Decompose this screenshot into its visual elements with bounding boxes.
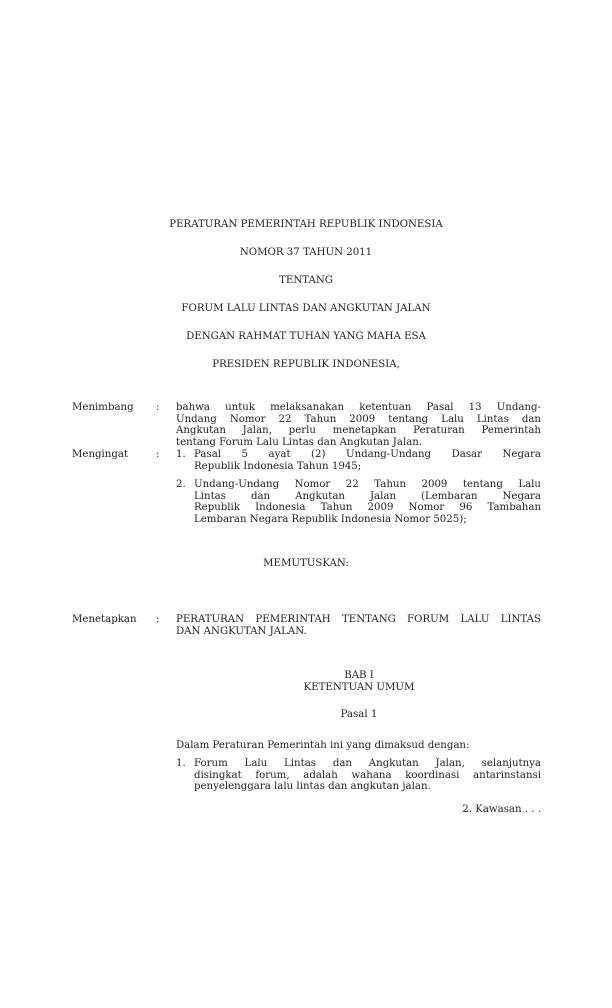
text-line: penyelenggara lalu lintas dan angkutan jalan. xyxy=(194,781,431,793)
page-continuation: 2. Kawasan . . . xyxy=(462,804,541,815)
text-line: tentang Forum Lalu Lintas dan Angkutan Jalan. xyxy=(176,436,423,448)
text-line: Lembaran Negara Republik Indonesia Nomor 5025); xyxy=(194,513,467,525)
memutuskan-heading: MEMUTUSKAN: xyxy=(263,558,349,569)
mengingat-item-1 xyxy=(194,449,541,472)
menimbang-text xyxy=(176,402,541,448)
mengingat-label: Mengingat xyxy=(72,449,129,460)
text-line: Republik Indonesia Tahun 1945; xyxy=(194,460,362,472)
title-number: NOMOR 37 TAHUN 2011 xyxy=(239,247,373,258)
text-line: Undang-Undang Nomor 22 Tahun 2009 tentang Lalu xyxy=(194,479,541,490)
title-president: PRESIDEN REPUBLIK INDONESIA, xyxy=(212,359,400,370)
title-invocation: DENGAN RAHMAT TUHAN YANG MAHA ESA xyxy=(186,331,426,342)
text-line: Angkutan Jalan, perlu menetapkan Peraturan Pemerintah xyxy=(176,425,541,437)
text-line: Lintas dan Angkutan Jalan (Lembaran Negara xyxy=(194,490,541,502)
text-line: Pasal 5 ayat (2) Undang-Undang Dasar Negara xyxy=(194,449,541,460)
mengingat-colon: : xyxy=(156,449,160,460)
text-line: DAN ANGKUTAN JALAN. xyxy=(176,625,307,637)
menimbang-label: Menimbang xyxy=(72,402,134,413)
text-line: Undang Nomor 22 Tahun 2009 tentang Lalu Lintas dan xyxy=(176,413,541,425)
text-line: Forum Lalu Lintas dan Angkutan Jalan, selanjutnya xyxy=(194,758,541,769)
definition-item-1 xyxy=(194,758,541,793)
title-subject: FORUM LALU LINTAS DAN ANGKUTAN JALAN xyxy=(181,303,431,314)
list-number: 1. xyxy=(176,449,186,460)
menetapkan-label: Menetapkan xyxy=(72,614,137,625)
article-intro: Dalam Peraturan Pemerintah ini yang dimaksud dengan: xyxy=(176,740,470,751)
title-regulation: PERATURAN PEMERINTAH REPUBLIK INDONESIA xyxy=(169,219,443,230)
list-number: 2. xyxy=(176,479,186,490)
text-line: bahwa untuk melaksanakan ketentuan Pasal 13 Undang- xyxy=(176,402,541,413)
menetapkan-colon: : xyxy=(156,614,160,625)
mengingat-item-2 xyxy=(194,479,541,525)
title-about: TENTANG xyxy=(279,275,333,286)
article-number: Pasal 1 xyxy=(340,709,378,720)
menetapkan-text xyxy=(176,614,541,637)
menimbang-colon: : xyxy=(156,402,160,413)
text-line: Republik Indonesia Tahun 2009 Nomor 96 Tambahan xyxy=(194,502,541,514)
chapter-title: KETENTUAN UMUM xyxy=(303,682,415,693)
list-number: 1. xyxy=(176,758,186,769)
text-line: disingkat forum, adalah wahana koordinasi antarinstansi xyxy=(194,769,541,781)
text-line: PERATURAN PEMERINTAH TENTANG FORUM LALU LINTAS xyxy=(176,614,541,625)
chapter-number: BAB I xyxy=(344,670,374,681)
